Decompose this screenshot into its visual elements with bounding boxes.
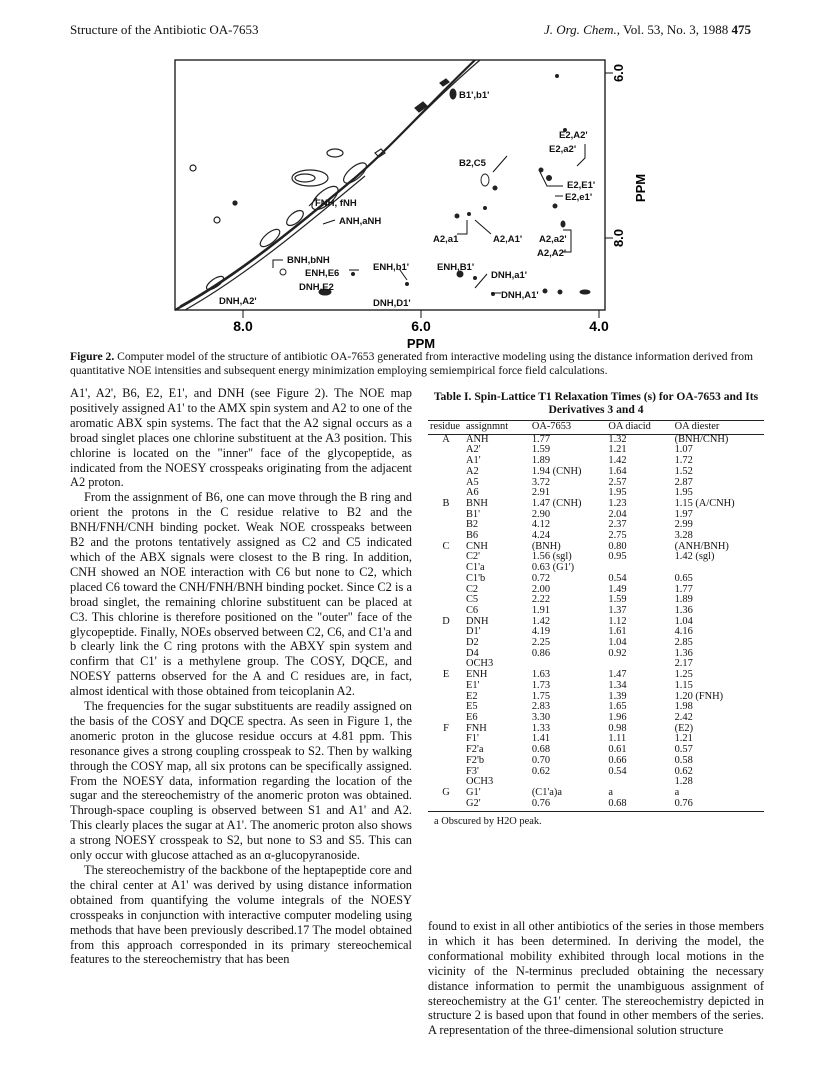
- table-cell: 1.75: [531, 690, 551, 702]
- table-cell: [428, 649, 464, 660]
- table-cell: 2.37: [608, 519, 627, 531]
- table-cell: ENH: [466, 669, 488, 681]
- table-cell: 1.52: [674, 465, 693, 477]
- table-row: [428, 520, 764, 531]
- table-cell: 1.12: [608, 615, 627, 627]
- table-cell: 1.97: [674, 508, 693, 520]
- table-cell: 0.72: [531, 572, 551, 584]
- label-dnha1: DNH,a1': [491, 270, 528, 281]
- table-cell: 1.36: [674, 604, 693, 616]
- table-cell: 2.04: [608, 508, 627, 520]
- table-cell: [428, 595, 464, 606]
- table-cell: 1.72: [674, 455, 693, 467]
- table-cell: B2: [466, 519, 479, 531]
- table-cell: 1.21: [608, 444, 627, 456]
- table-cell: (BNH): [531, 540, 561, 552]
- noesy-spectrum-figure: [175, 48, 648, 351]
- label-e2a2: E2,A2': [559, 130, 588, 141]
- table-cell: 2.99: [674, 519, 693, 531]
- table-cell: [428, 574, 464, 585]
- table-cell: 1.98: [674, 701, 693, 713]
- table-cell: 1.49: [608, 583, 627, 595]
- table-cell: 1.11: [608, 733, 627, 745]
- y-tick-6: 6.0: [611, 63, 626, 83]
- table-cell: 1.47: [608, 669, 627, 681]
- table-cell: [428, 478, 464, 489]
- caption-text: Computer model of the structure of antibiotic OA-7653 generated from interactive modeling using the distance information derived from quantitative NOE intensities and subsequent energy minimization employing semiempirical force field calculations.: [70, 350, 754, 377]
- table-cell: E6: [466, 711, 478, 723]
- table-cell: 1.77: [674, 583, 693, 595]
- table-cell: G: [442, 786, 450, 798]
- label-b2c5: B2,C5: [459, 158, 486, 169]
- table-cell: A5: [466, 476, 479, 488]
- table-header-row: [428, 421, 764, 435]
- table-cell: 1.59: [531, 444, 551, 456]
- label-a2a2b: A2,A2': [537, 248, 567, 259]
- table-cell: A2': [466, 444, 481, 456]
- table-cell: 3.72: [531, 476, 551, 488]
- paragraph: found to exist in all other antibiotics of the series in those members in which it has been determined. In deriving the model, the conformational mobility exhibited through local motions in the vicinity of the N-terminus precluded obtaining the necessary distance information to permit the unambiguous assignment of stereochemistry at the G1' center. The stereochemistry depicted in structure 2 is based upon that found in other members of the series. A representation of the three-dimensional solution structure: [428, 919, 764, 1038]
- table-cell: 1.91: [531, 604, 551, 616]
- right-column: [428, 919, 764, 1038]
- table-cell: [428, 692, 464, 703]
- journal-volume: Vol. 53, No. 3, 1988: [623, 22, 729, 37]
- table-cell: 1.77: [531, 433, 551, 445]
- table-cell: [428, 510, 464, 521]
- table-body: [428, 434, 764, 812]
- table-cell: 2.00: [531, 583, 551, 595]
- table-cell: D2: [466, 637, 479, 649]
- label-enhb1: ENH,b1': [373, 262, 410, 273]
- table-cell: A1': [466, 455, 481, 467]
- table-cell: C1'a: [466, 562, 485, 574]
- table-cell: BNH: [466, 497, 488, 509]
- table-row: [428, 788, 764, 799]
- table-cell: 2.57: [608, 476, 627, 488]
- table-cell: 0.66: [608, 754, 627, 766]
- table-cell: B: [442, 497, 450, 509]
- table-cell: F3': [466, 765, 479, 777]
- table-cell: 0.80: [608, 540, 627, 552]
- label-enhe6: ENH,E6: [305, 268, 340, 279]
- table-cell: F2'a: [466, 744, 484, 756]
- table-cell: 0.63 (G1'): [531, 562, 575, 574]
- table-cell: [428, 681, 464, 692]
- table-cell: 0.54: [608, 572, 627, 584]
- table-cell: 1.42 (sgl): [674, 551, 715, 563]
- table-cell: 0.68: [606, 799, 672, 812]
- table-cell: 0.76: [673, 799, 764, 812]
- table-footnote: a Obscured by H2O peak.: [434, 816, 542, 828]
- table-cell: 4.19: [531, 626, 551, 638]
- table-cell: [428, 445, 464, 456]
- table-cell: 1.15: [674, 679, 693, 691]
- figure-caption: [70, 350, 760, 378]
- table-cell: 2.91: [531, 487, 551, 499]
- table-cell: a: [608, 786, 613, 798]
- table-cell: [428, 734, 464, 745]
- table-cell: 2.42: [674, 711, 693, 723]
- table-cell: 2.90: [531, 508, 551, 520]
- table-cell: DNH: [466, 615, 489, 627]
- table-cell: FNH: [466, 722, 487, 734]
- table-cell: 1.63: [531, 669, 551, 681]
- relaxation-table: [428, 390, 764, 827]
- column-header: assignmnt: [464, 421, 530, 435]
- x-tick-4: 4.0: [589, 318, 609, 334]
- table-cell: E: [442, 669, 450, 681]
- table-cell: 0.57: [674, 744, 693, 756]
- table-cell: 1.34: [608, 679, 627, 691]
- y-tick-8: 8.0: [611, 228, 626, 248]
- table-cell: [428, 745, 464, 756]
- table-cell: [428, 627, 464, 638]
- table-cell: A6: [466, 487, 479, 499]
- table-title: Table I. Spin-Lattice T1 Relaxation Times (s) for OA-7653 and Its Derivatives 3 and 4: [433, 390, 759, 416]
- y-axis-title: PPM: [633, 173, 648, 203]
- table-cell: 0.76: [530, 799, 607, 812]
- table-row: [428, 585, 764, 596]
- table-cell: 1.04: [674, 615, 693, 627]
- caption-label: Figure 2.: [70, 350, 115, 363]
- table-cell: 1.37: [608, 604, 627, 616]
- column-header: OA diester: [673, 421, 764, 435]
- table-cell: 1.28: [674, 776, 693, 788]
- running-head: Structure of the Antibiotic OA-7653: [70, 22, 259, 37]
- table-cell: 1.89: [674, 594, 693, 606]
- label-b1b1: B1',b1': [459, 90, 490, 101]
- table-row: [428, 799, 764, 812]
- label-a2a1: A2,a1: [433, 234, 459, 245]
- label-fnh: FNH, fNH: [315, 198, 357, 209]
- table-row: [428, 595, 764, 606]
- label-enhB1: ENH,B1': [437, 262, 475, 273]
- page-number: 475: [731, 22, 751, 37]
- table-cell: 1.47 (CNH): [531, 497, 582, 509]
- table-cell: [428, 456, 464, 467]
- table-cell: [606, 777, 672, 788]
- table-cell: 2.87: [674, 476, 693, 488]
- table-cell: 0.58: [674, 754, 693, 766]
- table-cell: E2: [466, 690, 478, 702]
- table-cell: 1.07: [674, 444, 693, 456]
- table-cell: C5: [466, 594, 479, 606]
- table-cell: [428, 638, 464, 649]
- table-cell: a: [674, 786, 680, 798]
- column-header: residue: [428, 421, 464, 435]
- table-cell: 1.96: [608, 711, 627, 723]
- x-tick-8: 8.0: [233, 318, 253, 334]
- table-cell: G2': [464, 799, 530, 812]
- table-cell: F2'b: [466, 754, 485, 766]
- table-cell: E5: [466, 701, 478, 713]
- paragraph: The stereochemistry of the backbone of the heptapeptide core and the chiral center at A1' was derived by using distance information obtained from quantifying the volume integrals of the NOESY crosspeaks in conjunction with interactive computer modeling using methods that have been previously described.17 The model obtained from this approach corresponded in its primary stereochemical features to the stereochemistry that has been: [70, 863, 412, 967]
- table-cell: E1': [466, 679, 480, 691]
- table-row: [428, 681, 764, 692]
- table-cell: (ANH/BNH): [674, 540, 729, 552]
- table-cell: 1.32: [608, 433, 627, 445]
- table-cell: 1.94 (CNH): [531, 465, 582, 477]
- table-cell: C6: [466, 604, 479, 616]
- table-cell: [428, 520, 464, 531]
- label-dnhA1: DNH,A1': [501, 290, 539, 301]
- x-tick-6: 6.0: [411, 318, 431, 334]
- label-a2a1b: A2,A1': [493, 234, 523, 245]
- paragraph: The frequencies for the sugar substituents are readily assigned on the basis of the COSY and DQCE spectra. As seen in Figure 1, the anomeric proton in the glucose residue occurs at 4.81 ppm. This resonance gives a strong coupling crosspeak to S2. Then by walking through the COSY map, all six protons can be specifically assigned. From the NOESY data, information regarding the location of the sugar and the stereochemistry of the anomeric proton was obtained. Through-space coupling is observed between S1 and A1' and A2. This clearly places the sugar at A1'. The anomeric proton also shows a strong NOESY crosspeak to S2, but none to S3 and S5. This can only occur with glucose attached as an α-glucopyranoside.: [70, 699, 412, 863]
- table-cell: [428, 702, 464, 713]
- table-cell: 0.65: [674, 572, 693, 584]
- label-e2e1: E2,E1': [567, 180, 596, 191]
- table-cell: A: [442, 433, 450, 445]
- table-cell: OCH3: [466, 658, 494, 670]
- table-cell: 2.22: [531, 594, 551, 606]
- table-cell: C1'b: [466, 572, 486, 584]
- table-cell: ANH: [466, 433, 489, 445]
- table-cell: 1.25: [674, 669, 693, 681]
- table-cell: 1.04: [608, 637, 627, 649]
- table-cell: 0.62: [674, 765, 693, 777]
- table-cell: 1.59: [608, 594, 627, 606]
- table-cell: 0.61: [608, 744, 627, 756]
- table-cell: 1.15 (A/CNH): [674, 497, 735, 509]
- table-cell: B6: [466, 530, 479, 542]
- paragraph: From the assignment of B6, one can move through the B ring and orient the protons in the C residue relative to B2 and the BNH/FNH/CNH binding pocket. Weak NOE crosspeaks between B2 and the protons tentatively assigned as C2 and C5 indicated which of the ABX signals were closest to the B ring. In addition, CNH showed an NOE interaction with C6 but none to C2, which placed C6 toward the CNH/FNH/BNH binding pocket. Since C2 is a broad singlet, the remaining chlorine substituent can be placed at C3. This chlorine is therefore positioned on the "outer" face of the glycopeptide. Finally, NOEs observed between C2, C6, and C1'a and b clearly link the C ring protons with the ABXY spin system and confirm that C1' is a methylene group. The COSY, DQCE, and NOESY patterns observed for the A and C residues are, in fact, almost identical with those obtained from teicoplanin A2.: [70, 490, 412, 699]
- table-cell: A2: [466, 465, 479, 477]
- table-cell: 1.42: [608, 455, 627, 467]
- table-cell: (E2): [674, 722, 694, 734]
- table-cell: 2.75: [608, 530, 627, 542]
- table-cell: CNH: [466, 540, 488, 552]
- table-cell: 1.95: [674, 487, 693, 499]
- table-cell: 1.95: [608, 487, 627, 499]
- table-cell: (C1'a)a: [531, 786, 562, 798]
- table-cell: 1.89: [531, 455, 551, 467]
- table-cell: C2': [466, 551, 480, 563]
- table-cell: 2.83: [531, 701, 551, 713]
- paragraph: A1', A2', B6, E2, E1', and DNH (see Figure 2). The NOE map positively assigned A1' to the AMX spin system and A2 to one of the aromatic ABX spin systems. The fact that the A2 signal occurs as a broad singlet places one chlorine substituent at the A3 position. This chlorine is located on the "inner" face of the glycopeptide, as indicated from the NOESY crosspeaks originating from the adjacent A2 proton.: [70, 386, 412, 490]
- label-bnh: BNH,bNH: [287, 255, 330, 266]
- table-row: [428, 467, 764, 478]
- table-cell: [428, 799, 464, 812]
- table-cell: 1.39: [608, 690, 627, 702]
- label-dnhe2: DNH,E2: [299, 282, 334, 293]
- table-cell: 0.95: [608, 551, 627, 563]
- table-cell: C2: [466, 583, 479, 595]
- table-cell: 1.65: [608, 701, 627, 713]
- table-cell: C: [442, 540, 450, 552]
- label-a2a2: A2,a2': [539, 234, 567, 245]
- table-cell: 3.30: [531, 711, 551, 723]
- table-cell: 4.16: [674, 626, 693, 638]
- label-e2e1b: E2,e1': [565, 192, 593, 203]
- table-cell: 1.73: [531, 679, 551, 691]
- table-cell: 2.25: [531, 637, 551, 649]
- table-cell: F1': [466, 733, 479, 745]
- table-cell: [428, 767, 464, 778]
- column-header: OA-7653: [530, 421, 607, 435]
- table-row: [428, 702, 764, 713]
- label-dnha2: DNH,A2': [219, 296, 257, 307]
- table-row: [428, 756, 764, 767]
- table-cell: G1': [466, 786, 481, 798]
- table-cell: 3.28: [674, 530, 693, 542]
- table-cell: 2.85: [674, 637, 693, 649]
- table-cell: 0.62: [531, 765, 551, 777]
- table-cell: 0.86: [531, 647, 551, 659]
- table-cell: [428, 563, 464, 574]
- table-row: [428, 692, 764, 703]
- table-cell: (BNH/CNH): [674, 433, 729, 445]
- table-cell: 0.98: [608, 722, 627, 734]
- table-cell: 0.70: [531, 754, 551, 766]
- table-cell: 1.42: [531, 615, 551, 627]
- table-cell: 0.54: [608, 765, 627, 777]
- table-cell: 1.36: [674, 647, 693, 659]
- table-cell: D: [442, 615, 450, 627]
- table-cell: B1': [466, 508, 480, 520]
- table-cell: [428, 467, 464, 478]
- label-e2a2b: E2,a2': [549, 144, 577, 155]
- table-cell: D1': [466, 626, 481, 638]
- left-column: [70, 386, 412, 967]
- table-row: [428, 574, 764, 585]
- table-cell: 1.61: [608, 626, 627, 638]
- table-row: [428, 510, 764, 521]
- table-cell: 1.23: [608, 497, 627, 509]
- table-cell: 4.24: [531, 530, 551, 542]
- table-cell: 0.68: [531, 744, 551, 756]
- table-cell: [428, 552, 464, 563]
- table-cell: 1.20 (FNH): [674, 690, 724, 702]
- table-cell: [428, 585, 464, 596]
- data-table: [428, 420, 764, 812]
- journal-citation: [544, 22, 751, 38]
- table-cell: OCH3: [466, 776, 494, 788]
- label-anh: ANH,aNH: [339, 216, 382, 227]
- table-cell: 4.12: [531, 519, 551, 531]
- table-cell: 1.33: [531, 722, 551, 734]
- table-cell: F: [443, 722, 449, 734]
- x-axis-title: PPM: [406, 336, 436, 351]
- table-cell: 1.21: [674, 733, 693, 745]
- table-cell: [428, 756, 464, 767]
- column-header: OA diacid: [606, 421, 672, 435]
- label-dnhd1: DNH,D1': [373, 298, 411, 309]
- table-cell: 2.17: [674, 658, 693, 670]
- table-cell: 1.64: [608, 465, 627, 477]
- table-cell: 1.56 (sgl): [531, 551, 572, 563]
- table-cell: 0.92: [608, 647, 627, 659]
- table-cell: 1.41: [531, 733, 551, 745]
- table-cell: D4: [466, 647, 479, 659]
- journal-name: J. Org. Chem.,: [543, 22, 621, 37]
